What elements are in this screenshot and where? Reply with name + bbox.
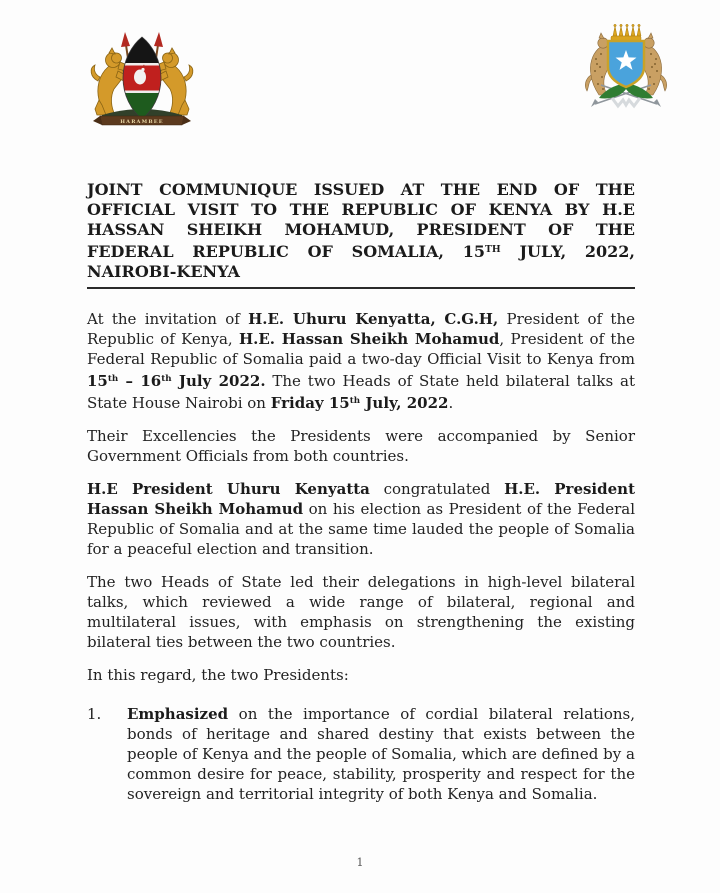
kenya-banner-icon [93, 116, 191, 125]
paragraph-officials: Their Excellencies the Presidents were accompanied by Senior Government Officials from both countries. [87, 426, 635, 465]
kenya-shield-icon [123, 37, 161, 119]
item-text: Emphasized on the importance of cordial bilateral relations, bonds of heritage and shared destiny that exists between the people of Kenya and the people of Somalia, which are defined by a common desire for peace, stability, prosperity and respect for the sovereign and territorial integrity of both Kenya and Somalia. [127, 704, 635, 803]
kenya-motto: HARAMBEE [120, 119, 164, 125]
paragraph-talks: The two Heads of State led their delegations in high-level bilateral talks, which reviewed a wide range of bilateral, regional and multilateral issues, with emphasis on strengthening the existing bilateral ties between the two countries. [87, 572, 635, 651]
item-number: 1. [87, 704, 102, 723]
numbered-item-1 [87, 704, 635, 804]
page-number: 1 [356, 856, 364, 869]
paragraph-congratulations: H.E President Uhuru Kenyatta congratulated H.E. President Hassan Sheikh Mohamud on his election as President of the Federal Republic of Somalia and at the same time lauded the people of Somalia for a peaceful election and transition. [87, 479, 636, 558]
somalia-crown-icon [611, 24, 641, 41]
kenya-coat-of-arms [82, 31, 202, 126]
document-body [87, 180, 635, 804]
somalia-coat-of-arms [576, 21, 676, 122]
document-title: JOINT COMMUNIQUE ISSUED AT THE END OF THE OFFICIAL VISIT TO THE REPUBLIC OF KENYA BY H.E HASSAN SHEIKH MOHAMUD, PRESIDENT OF THE FEDERAL REPUBLIC OF SOMALIA, 15TH JULY, 2022, NAIROBI-KENYA [87, 180, 635, 289]
somalia-shield-icon [608, 41, 644, 87]
paragraph-lead-in: In this regard, the two Presidents: [87, 665, 349, 684]
paragraph-invitation: At the invitation of H.E. Uhuru Kenyatta, C.G.H, President of the Republic of Kenya, H.E. Hassan Sheikh Mohamud, President of the Federal Republic of Somalia paid a two-day Official Visit to Kenya from 15th – 16th July 2022. The two Heads of State held bilateral talks at State House Nairobi on Friday 15th July, 2022. [87, 310, 635, 412]
